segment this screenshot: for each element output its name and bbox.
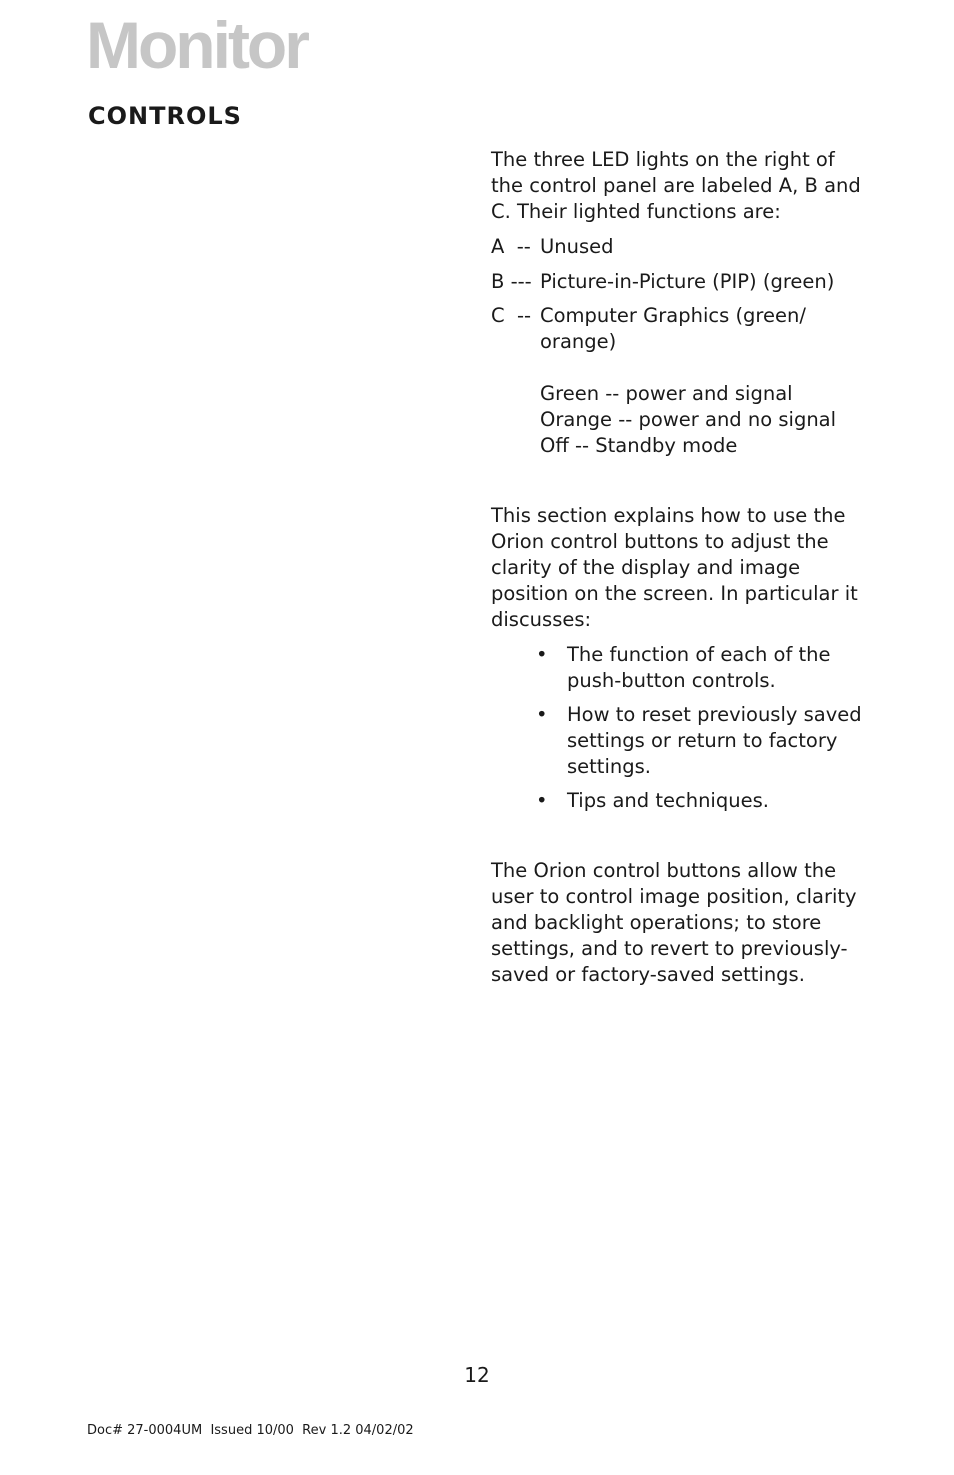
- closing-paragraph: The Orion control buttons allow the user to control image position, clarity and backlight operations; to store settings, and to revert to previously-saved or factory-saved settings.: [491, 859, 857, 986]
- led-item-b: [491, 269, 871, 295]
- led-state-line: Green -- power and signal: [540, 382, 793, 405]
- led-description: Picture-in-Picture (PIP) (green): [540, 270, 835, 293]
- led-item-c: [491, 303, 821, 355]
- list-item: [536, 788, 876, 814]
- led-state-line: Orange -- power and no signal: [540, 408, 837, 431]
- document-footer: Doc# 27-0004UM Issued 10/00 Rev 1.2 04/02/02: [87, 1423, 414, 1438]
- list-item-text: The function of each of the push-button controls.: [567, 643, 831, 692]
- section-title: Monitor: [86, 8, 307, 82]
- list-item: [536, 642, 876, 694]
- topics-list: [536, 642, 876, 822]
- led-state-line: Off -- Standby mode: [540, 434, 738, 457]
- bullet-icon: •: [536, 643, 548, 666]
- overview-paragraph: This section explains how to use the Orion control buttons to adjust the clarity of the display and image position on the screen. In particular it discusses:: [491, 504, 858, 631]
- led-intro-paragraph: The three LED lights on the right of the control panel are labeled A, B and C. Their lighted functions are:: [491, 148, 861, 223]
- led-description: Unused: [540, 235, 614, 258]
- section-subtitle: CONTROLS: [88, 102, 242, 130]
- led-label: B ---: [491, 270, 532, 293]
- led-label: C --: [491, 304, 532, 327]
- page-number: 12: [464, 1363, 490, 1387]
- led-description: Computer Graphics (green/ orange): [540, 304, 806, 353]
- bullet-icon: •: [536, 789, 548, 812]
- list-item-text: How to reset previously saved settings or return to factory settings.: [567, 703, 862, 778]
- led-item-a: [491, 234, 871, 260]
- list-item-text: Tips and techniques.: [567, 789, 769, 812]
- list-item: [536, 702, 876, 780]
- led-state-list: [540, 381, 836, 459]
- led-label: A --: [491, 235, 531, 258]
- bullet-icon: •: [536, 703, 548, 726]
